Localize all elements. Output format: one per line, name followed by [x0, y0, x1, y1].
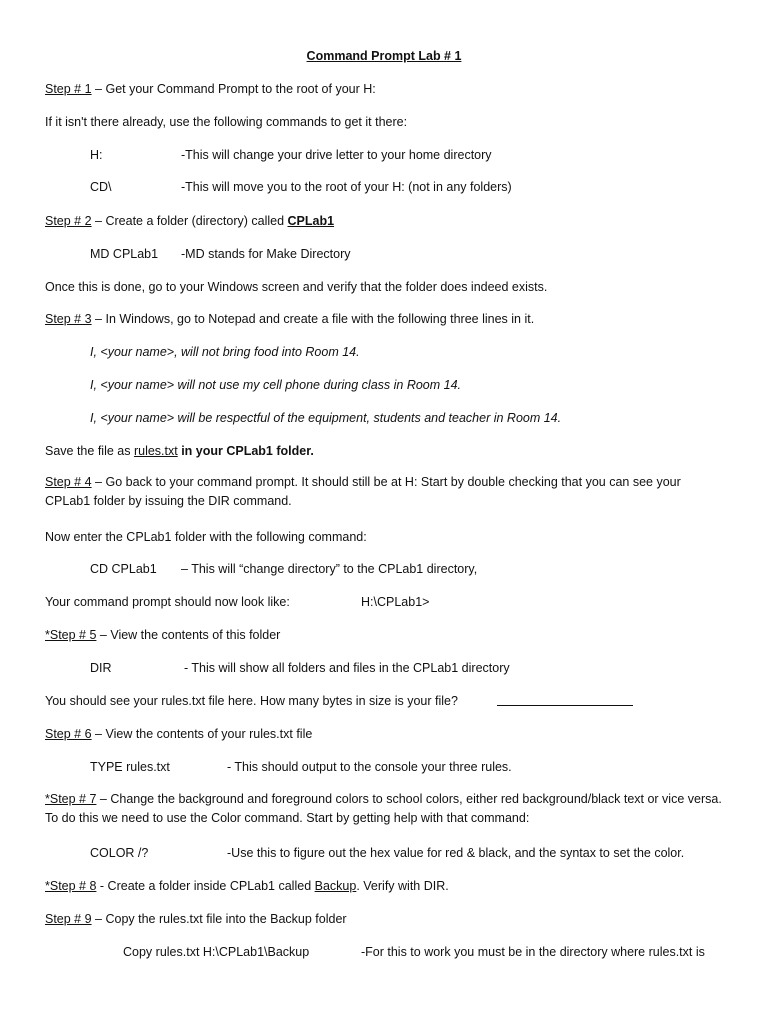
command-description: - This should output to the console your three rules. [227, 760, 512, 774]
answer-blank-line[interactable] [497, 705, 633, 706]
step-9-text: – Copy the rules.txt file into the Backup folder [91, 912, 347, 926]
step-9-label: Step # 9 [45, 912, 92, 926]
step-2-text: – Create a folder (directory) called [91, 214, 288, 228]
step-6-line [45, 726, 728, 742]
command-text: Copy rules.txt H:\CPLab1\Backup [123, 945, 310, 959]
step-7-text: – Change the background and foreground colors to school colors, either red background/black text or vice versa. To do this we need to use the Color command. Start by getting help with that command: [45, 792, 722, 825]
verify-folder-text: Once this is done, go to your Windows screen and verify that the folder does indeed exists. [45, 280, 548, 294]
rules-file-name: rules.txt [133, 444, 178, 458]
save-file-line: Save the file as rules.txt in your CPLab1 folder. [45, 444, 314, 458]
step-5-label: *Step # 5 [45, 628, 97, 642]
step-2-folder-name: CPLab1 [287, 214, 335, 228]
step-1-text: – Get your Command Prompt to the root of your H: [91, 82, 376, 96]
step-4-text: – Go back to your command prompt. It should still be at H: Start by double checking that you can see your CPLab1 folder by issuing the DIR command. [45, 475, 681, 508]
step-3-text: – In Windows, go to Notepad and create a file with the following three lines in it. [91, 312, 535, 326]
bytes-question: You should see your rules.txt file here. How many bytes in size is your file? [45, 694, 458, 708]
command-description: – This will “change directory” to the CPLab1 directory, [181, 562, 478, 576]
step-4-label: Step # 4 [45, 475, 92, 489]
rule-line-2: I, <your name> will not use my cell phone during class in Room 14. [90, 378, 462, 392]
command-text: H: [90, 148, 103, 162]
enter-folder-text: Now enter the CPLab1 folder with the following command: [45, 530, 367, 544]
command-description: -This will change your drive letter to your home directory [181, 148, 492, 162]
command-description: -MD stands for Make Directory [181, 247, 351, 261]
step-3-label: Step # 3 [45, 312, 92, 326]
step-2-label: Step # 2 [45, 214, 92, 228]
rule-line-3: I, <your name> will be respectful of the equipment, students and teacher in Room 14. [90, 411, 562, 425]
step-8-line: *Step # 8 - Create a folder inside CPLab1 called Backup. Verify with DIR. [45, 879, 449, 893]
command-row-cd-root [90, 179, 728, 195]
document-title: Command Prompt Lab # 1 [306, 49, 462, 63]
step-5-line [45, 627, 728, 643]
command-row-color [90, 845, 728, 861]
command-description: -Use this to figure out the hex value for red & black, and the syntax to set the color. [227, 846, 685, 860]
command-text: DIR [90, 661, 112, 675]
step-7-label: *Step # 7 [45, 792, 97, 806]
command-description: -This will move you to the root of your H: (not in any folders) [181, 180, 512, 194]
rule-line-1: I, <your name>, will not bring food into Room 14. [90, 345, 360, 359]
command-row-copy [123, 944, 728, 960]
command-row-md [90, 246, 728, 262]
step-4-paragraph [45, 473, 728, 511]
command-row-dir [90, 660, 728, 676]
step-1-intro: If it isn't there already, use the following commands to get it there: [45, 115, 408, 129]
command-row-cd-cplab1 [90, 561, 728, 577]
step-8-label: *Step # 8 [45, 879, 97, 893]
command-text: CD\ [90, 180, 112, 194]
command-text: TYPE rules.txt [90, 760, 170, 774]
step-1-label: Step # 1 [45, 82, 92, 96]
step-2-line [45, 213, 728, 229]
step-6-text: – View the contents of your rules.txt file [91, 727, 313, 741]
command-description: -For this to work you must be in the directory where rules.txt is [361, 945, 705, 959]
step-5-text: – View the contents of this folder [96, 628, 281, 642]
step-1-line [45, 81, 728, 97]
step-3-line [45, 311, 728, 327]
step-9-line [45, 911, 728, 927]
step-6-label: Step # 6 [45, 727, 92, 741]
command-description: - This will show all folders and files in the CPLab1 directory [184, 661, 510, 675]
prompt-look-line: Your command prompt should now look like: H:\CPLab1> [45, 595, 430, 609]
command-row-type [90, 759, 728, 775]
step-7-paragraph [45, 790, 728, 828]
prompt-example: H:\CPLab1> [361, 595, 430, 609]
backup-folder-name: Backup [314, 879, 357, 893]
command-text: CD CPLab1 [90, 562, 157, 576]
command-row-h [90, 147, 728, 163]
command-text: COLOR /? [90, 846, 149, 860]
command-text: MD CPLab1 [90, 247, 159, 261]
